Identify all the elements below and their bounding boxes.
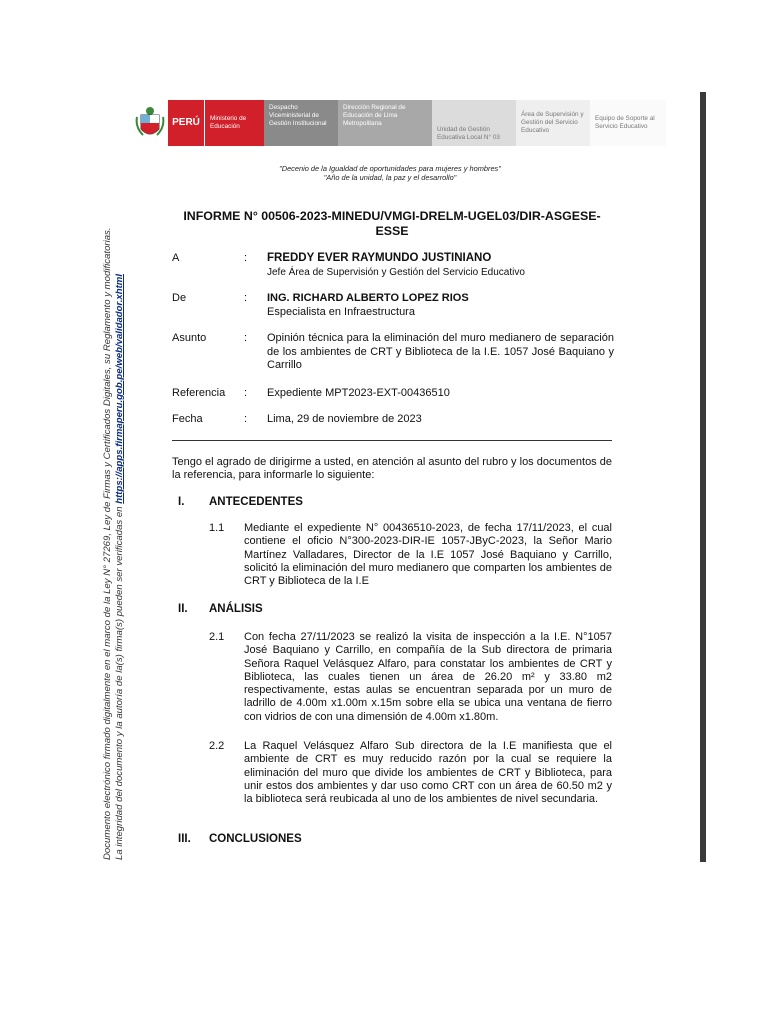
institution-header xyxy=(132,100,666,146)
page-edge-shadow xyxy=(700,92,706,862)
field-colon: : xyxy=(244,332,248,344)
intro-paragraph: Tengo el agrado de dirigirme a usted, en atención al asunto del rubro y los documentos de la referencia, para informarle lo siguiente: xyxy=(172,456,612,482)
field-colon: : xyxy=(244,292,248,304)
section-number: III. xyxy=(178,833,191,845)
peru-brand-label: PERÚ xyxy=(168,100,204,146)
field-colon: : xyxy=(244,413,248,425)
item-number: 2.1 xyxy=(209,631,225,643)
section-title: ANTECEDENTES xyxy=(209,496,303,508)
recipient-name: FREDDY EVER RAYMUNDO JUSTINIANO xyxy=(267,252,492,264)
recipient-role: Jefe Área de Supervisión y Gestión del Servicio Educativo xyxy=(267,266,525,278)
field-asunto-label: Asunto xyxy=(172,332,207,344)
report-title: INFORME N° 00506-2023-MINEDU/VMGI-DRELM-UGEL03/DIR-ASGESE-ESSE xyxy=(183,209,601,238)
item-2-1-text: Con fecha 27/11/2023 se realizó la visita de inspección a la I.E. N°1057 José Baquiano y Carrillo, en compañía de la Sub directora de primaria Señora Raquel Velásquez Alfaro, para constatar los ambientes de CRT y Biblioteca, las cuales tienen un área de 26.20 m² y 33.80 m2 respectivamente, estas aulas se encuentran separada por un muro de ladrillo de 4.00m x1.00m x.15m sobre ella se ubica una ventana de fierro con vidrios de con una dimensión de 4.00m x1.80m. xyxy=(244,631,612,723)
sender-name: ING. RICHARD ALBERTO LOPEZ RIOS xyxy=(267,292,469,304)
item-number: 2.2 xyxy=(209,740,225,752)
digital-signature-note xyxy=(102,227,126,860)
sender-role: Especialista en Infraestructura xyxy=(267,305,415,318)
signature-note-prefix: La integridad del documento y la autoría de la(s) firma(s) pueden ser verificadas en xyxy=(114,503,125,860)
validator-link[interactable]: https://apps.firmaperu.gob.pe/web/validador.xhtml xyxy=(114,274,125,504)
decenio-line: "Decenio de la Igualdad de oportunidades para mujeres y hombres" xyxy=(279,164,501,173)
peru-coat-of-arms-icon xyxy=(132,100,168,146)
reference-text: Expediente MPT2023-EXT-00436510 xyxy=(267,387,450,399)
field-fecha-label: Fecha xyxy=(172,413,203,425)
item-2-2-text: La Raquel Velásquez Alfaro Sub directora de la I.E manifiesta que el ambiente de CRT es muy reducido razón por la cual se requiere la eliminación del muro que divide los ambientes de CRT y Biblioteca, para unir estos dos ambientes y dar uso como CRT con un área de 60.50 m2 y la biblioteca será reubicada al uno de los ambientes de nivel secundaria. xyxy=(244,740,612,806)
header-despacho: Despacho Viceministerial de Gestión Institucional xyxy=(264,100,338,146)
item-1-1-text: Mediante el expediente N° 00436510-2023, de fecha 17/11/2023, el cual contiene el oficio N°300-2023-DIR-IE 1057-JByC-2023, la Señor Mario Martínez Valladares, Director de la I.E 1057 José Baquiano y Carrillo, solicitó la eliminación del muro medianero que comparten los ambientes de CRT y Biblioteca de la I.E xyxy=(244,522,612,588)
signature-note-line2 xyxy=(114,227,126,860)
field-colon: : xyxy=(244,387,248,399)
subject-text: Opinión técnica para la eliminación del muro medianero de separación de los ambientes de CRT y Biblioteca de la I.E. 1057 José Baquiano y Carrillo xyxy=(267,332,614,371)
header-ministerio: Ministerio de Educación xyxy=(204,100,264,146)
header-ugel: Unidad de Gestión Educativa Local N° 03 xyxy=(432,100,516,146)
header-drelm: Dirección Regional de Educación de Lima Metropolitana xyxy=(338,100,432,146)
date-text: Lima, 29 de noviembre de 2023 xyxy=(267,413,422,425)
section-number: II. xyxy=(178,603,188,615)
header-equipo: Equipo de Soporte al Servicio Educativo xyxy=(590,100,666,146)
signature-note-line1: Documento electrónico firmado digitalmente en el marco de la Ley N° 27269, Ley de Firmas y Certificados Digitales, su Reglamento y modificatorias. xyxy=(102,227,113,860)
header-area: Área de Supervisión y Gestión del Servicio Educativo xyxy=(516,100,590,146)
field-referencia-label: Referencia xyxy=(172,387,226,399)
section-title: CONCLUSIONES xyxy=(209,833,302,845)
section-title: ANÁLISIS xyxy=(209,603,263,615)
field-colon: : xyxy=(244,252,248,264)
year-motto-line: "Año de la unidad, la paz y el desarrollo" xyxy=(323,173,457,182)
section-number: I. xyxy=(178,496,185,508)
field-a-label: A xyxy=(172,252,180,264)
item-number: 1.1 xyxy=(209,522,225,534)
header-divider xyxy=(172,440,612,441)
field-de-label: De xyxy=(172,292,187,304)
